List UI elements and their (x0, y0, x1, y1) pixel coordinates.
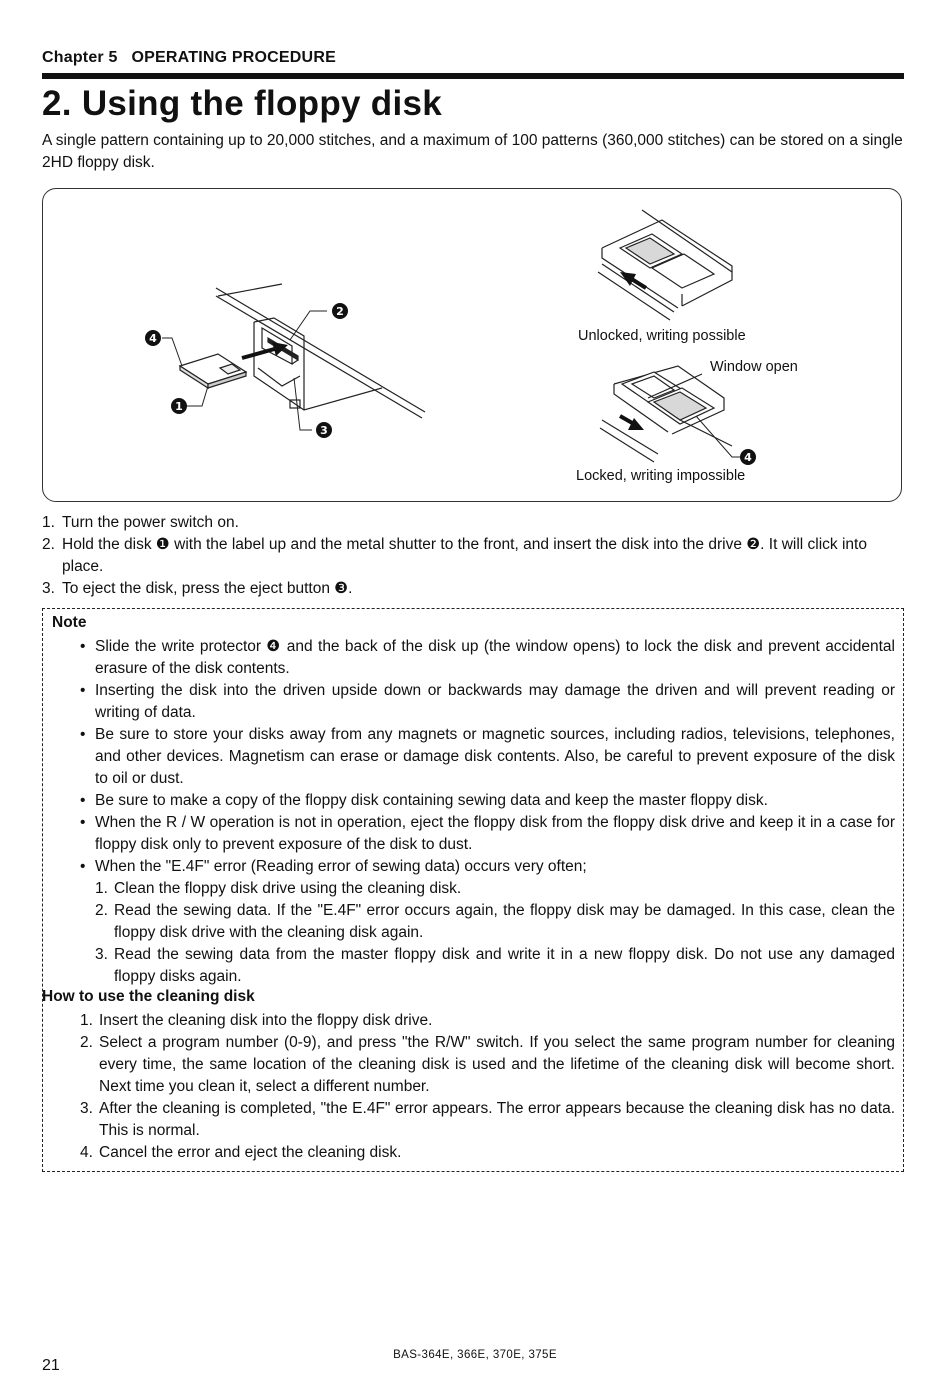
step-text: Hold the disk (62, 536, 156, 553)
cleaning-step (80, 1010, 895, 1032)
floppy-disk (180, 354, 246, 388)
step-2 (42, 534, 906, 578)
note-bullet (80, 724, 895, 790)
cleaning-step-text: Select a program number (0-9), and press "the R/W" switch. If you select the same program number for cleaning every time, the same location of the cleaning disk is used and the lifetime of the cleaning disk will become short. Next time you clean it, select a different number. (99, 1034, 895, 1095)
sub-step-text: Clean the floppy disk drive using the cleaning disk. (114, 880, 462, 897)
sub-step-text: Read the sewing data. If the "E.4F" error occurs again, the floppy disk may be damaged. In this case, clean the floppy disk drive with the cleaning disk again. (114, 902, 895, 941)
cleaning-step-number: 2. (80, 1034, 93, 1051)
bullet-text: Slide the write protector (95, 638, 267, 655)
cleaning-step-text: Insert the cleaning disk into the floppy disk drive. (99, 1012, 433, 1029)
step-text: with the label up and the metal shutter to the front, and insert the disk into the drive (169, 536, 747, 553)
bullet-dot: • (80, 858, 86, 875)
step-text: . (348, 580, 353, 597)
sub-step-number: 2. (95, 902, 108, 919)
note-bullet (80, 856, 895, 878)
marker-write-protector: ❹ (266, 638, 282, 655)
unlocked-arrow (620, 272, 646, 288)
note-sub-step (80, 878, 895, 900)
caption-unlocked: Unlocked, writing possible (578, 328, 746, 344)
sub-step-number: 3. (95, 946, 108, 963)
sub-step-text: Read the sewing data from the master floppy disk and write it in a new floppy disk. Do not use any damaged floppy disks again. (114, 946, 895, 985)
page-title: 2. Using the floppy disk (42, 84, 443, 123)
note-bullets (80, 636, 895, 988)
note-bullet (80, 680, 895, 724)
bullet-text: and the back of the disk up (the window opens) to lock the disk and prevent accidental erasure of the disk contents. (95, 638, 895, 677)
locked-disk-drawing (600, 366, 732, 462)
step-text: To eject the disk, press the eject button (62, 580, 335, 597)
step-text: . It will click into place. (62, 536, 867, 575)
chapter-heading: Chapter 5 OPERATING PROCEDURE (42, 49, 336, 66)
floppy-disk-illustration (42, 188, 902, 502)
note-title: Note (52, 614, 87, 631)
caption-locked: Locked, writing impossible (576, 468, 746, 484)
cleaning-step-text: After the cleaning is completed, "the E.4F" error appears. The error appears because the cleaning disk has no data. This is normal. (99, 1100, 895, 1139)
sub-step-number: 1. (95, 880, 108, 897)
bullet-dot: • (80, 638, 86, 655)
bullet-text: When the R / W operation is not in operation, eject the floppy disk from the floppy disk drive and keep it in a case for floppy disk only to prevent exposure of the disk to dust. (95, 814, 895, 853)
cleaning-title: How to use the cleaning disk (42, 988, 255, 1005)
step-number: 1. (42, 514, 55, 531)
cleaning-steps (80, 1010, 895, 1164)
marker-drive: ❷ (746, 536, 761, 553)
step-text: Turn the power switch on. (62, 514, 239, 531)
bullet-text: Be sure to store your disks away from any magnets or magnetic sources, including radios, televisions, telephones, and other devices. Magnetism can erase or damage disk contents. Also, be careful to prevent exposure of the disk to oil or dust. (95, 726, 895, 787)
note-bullet (80, 790, 895, 812)
locked-arrow (620, 416, 644, 430)
step-1 (42, 512, 906, 534)
insert-arrow (242, 342, 288, 358)
note-bullet (80, 812, 895, 856)
cleaning-step (80, 1142, 895, 1164)
cleaning-step-text: Cancel the error and eject the cleaning disk. (99, 1144, 402, 1161)
heading-rule (42, 73, 904, 79)
footer-model: BAS-364E, 366E, 370E, 375E (393, 1349, 557, 1361)
step-3 (42, 578, 906, 600)
bullet-dot: • (80, 682, 86, 699)
caption-window-open: Window open (710, 359, 798, 375)
page-number: 21 (42, 1357, 60, 1374)
cleaning-step-number: 1. (80, 1012, 93, 1029)
bullet-dot: • (80, 792, 86, 809)
cleaning-step-number: 3. (80, 1100, 93, 1117)
step-number: 3. (42, 580, 55, 597)
bullet-text: When the "E.4F" error (Reading error of sewing data) occurs very often; (95, 858, 587, 875)
cleaning-step-number: 4. (80, 1144, 93, 1161)
figure-markers (145, 303, 348, 438)
cleaning-step (80, 1032, 895, 1098)
intro-paragraph: A single pattern containing up to 20,000 stitches, and a maximum of 100 patterns (360,000 stitches) can be stored on a single 2HD floppy disk. (42, 132, 903, 171)
drive-drawing (216, 284, 425, 418)
bullet-text: Inserting the disk into the driven upside down or backwards may damage the driven and will prevent reading or writing of data. (95, 682, 895, 721)
svg-text:4: 4 (744, 451, 752, 464)
marker-disk: ❶ (155, 536, 170, 553)
svg-text:3: 3 (320, 424, 328, 437)
marker-eject: ❸ (334, 580, 349, 597)
bullet-dot: • (80, 814, 86, 831)
note-bullet (80, 636, 895, 680)
bullet-text: Be sure to make a copy of the floppy disk containing sewing data and keep the master floppy disk. (95, 792, 768, 809)
instruction-steps (42, 512, 906, 600)
step-number: 2. (42, 536, 55, 553)
bullet-dot: • (80, 726, 86, 743)
unlocked-disk-drawing (598, 210, 732, 320)
svg-text:4: 4 (149, 332, 157, 345)
svg-text:2: 2 (336, 305, 344, 318)
cleaning-step (80, 1098, 895, 1142)
svg-text:1: 1 (175, 400, 183, 413)
note-sub-step (80, 944, 895, 988)
note-sub-step (80, 900, 895, 944)
